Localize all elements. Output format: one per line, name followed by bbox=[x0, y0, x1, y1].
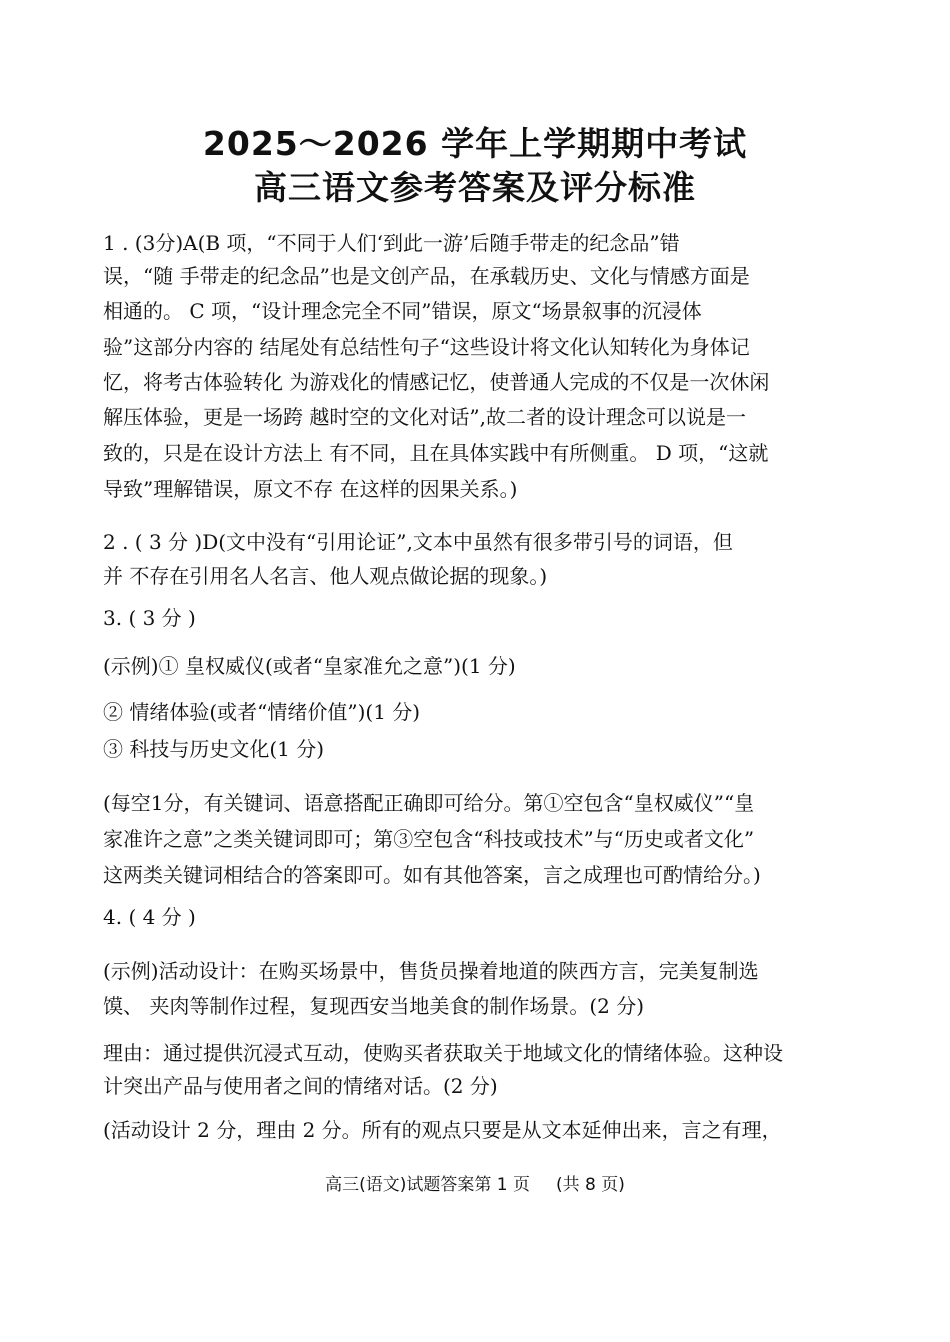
answer-line: 致的，只是在设计方法上 有不同，且在具体实践中有所侧重。 D 项，“这就 bbox=[103, 441, 769, 465]
question-number: 4. ( 4 分 ) bbox=[103, 905, 196, 929]
answer-line: ③ 科技与历史文化(1 分) bbox=[103, 737, 325, 761]
answer-line: (每空1分，有关键词、语意搭配正确即可给分。第①空包含“皇权威仪”“皇 bbox=[103, 791, 755, 815]
answer-line: 解压体验，更是一场跨 越时空的文化对话”,故二者的设计理念可以说是一 bbox=[103, 405, 746, 429]
answer-line: 误，“随 手带走的纪念品”也是文创产品，在承载历史、文化与情感方面是 bbox=[103, 264, 750, 288]
answer-line: 导致”理解错误，原文不存 在这样的因果关系。) bbox=[103, 477, 518, 501]
answer-line: 理由：通过提供沉浸式互动，使购买者获取关于地域文化的情绪体验。这种设 bbox=[103, 1041, 783, 1065]
answer-line: (示例)活动设计：在购买场景中，售货员操着地道的陕西方言，完美复制选 bbox=[103, 959, 759, 983]
answer-line: 忆，将考古体验转化 为游戏化的情感记忆，使普通人完成的不仅是一次休闲 bbox=[103, 370, 770, 394]
page-title-line2: 高三语文参考答案及评分标准 bbox=[254, 168, 696, 207]
answer-line: 馍、 夹肉等制作过程，复现西安当地美食的制作场景。(2 分) bbox=[103, 994, 645, 1018]
answer-line: 计突出产品与使用者之间的情绪对话。(2 分) bbox=[103, 1074, 498, 1098]
page-title-line1: 2025～2026 学年上学期期中考试 bbox=[202, 124, 748, 163]
answer-line: 验”这部分内容的 结尾处有总结性句子“这些设计将文化认知转化为身体记 bbox=[103, 335, 750, 359]
footer-page-label: 高三(语文)试题答案第 1 页 bbox=[325, 1175, 530, 1195]
answer-line: 并 不存在引用名人名言、他人观点做论据的现象。) bbox=[103, 564, 548, 588]
answer-line: 1 . (3分)A(B 项，“不同于人们‘到此一游’后随手带走的纪念品”错 bbox=[103, 231, 680, 255]
answer-line: 这两类关键词相结合的答案即可。如有其他答案，言之成理也可酌情给分。) bbox=[103, 863, 761, 887]
answer-line: ② 情绪体验(或者“情绪价值”)(1 分) bbox=[103, 700, 421, 724]
answer-line: (示例)① 皇权威仪(或者“皇家准允之意”)(1 分) bbox=[103, 654, 516, 678]
answer-line: 相通的。 C 项，“设计理念完全不同”错误，原文“场景叙事的沉浸体 bbox=[103, 299, 702, 323]
answer-line: (活动设计 2 分，理由 2 分。所有的观点只要是从文本延伸出来，言之有理， bbox=[103, 1118, 782, 1142]
answer-line: 2 . ( 3 分 )D(文中没有“引用论证”,文本中虽然有很多带引号的词语，但 bbox=[103, 530, 733, 554]
question-number: 3. ( 3 分 ) bbox=[103, 606, 196, 630]
answer-line: 家准许之意”之类关键词即可；第③空包含“科技或技术”与“历史或者文化” bbox=[103, 827, 755, 851]
page-footer bbox=[0, 1170, 950, 1195]
footer-total-label: (共 8 页) bbox=[556, 1175, 625, 1195]
